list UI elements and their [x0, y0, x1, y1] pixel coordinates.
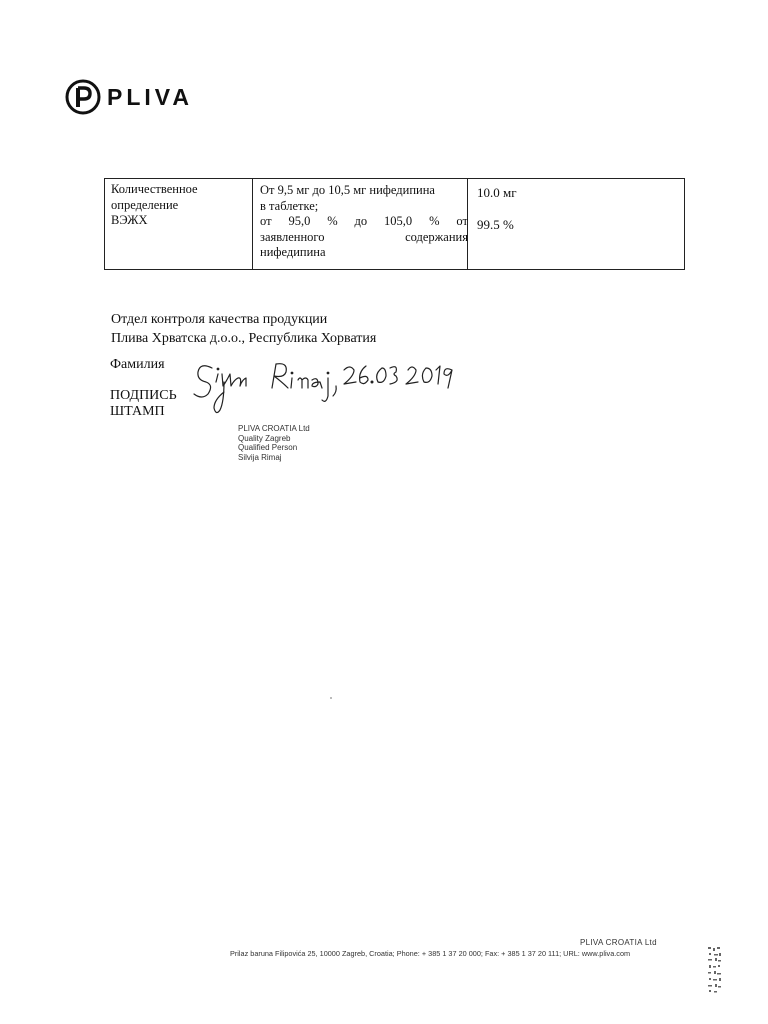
spec-line: От 9,5 мг до 10,5 мг нифедипина [260, 183, 435, 197]
side-document-code [706, 945, 724, 995]
spec-word: от [456, 214, 468, 228]
stamp-label: ШТАМП [110, 404, 165, 419]
test-name-cell [111, 179, 251, 269]
spec-line: нифедипина [260, 245, 326, 259]
specification-table [104, 178, 685, 270]
spec-word: заявленного [260, 229, 325, 244]
spec-word: % [327, 214, 338, 228]
company-name: Плива Хрватска д.о.о., Республика Хорватия [111, 331, 377, 346]
company-logo [65, 79, 193, 115]
stamp-line: Qualified Person [238, 443, 298, 452]
spec-line [260, 214, 468, 230]
spec-word: содержания [405, 229, 468, 244]
stamp-line: PLIVA CROATIA Ltd [238, 424, 310, 433]
department-name: Отдел контроля качества продукции [111, 312, 328, 327]
footer-address: Prilaz baruna Filipovića 25, 10000 Zagreb, Croatia; Phone: + 385 1 37 20 000; Fax: + 385 1 37 20 111; URL: www.pliva.com [230, 949, 631, 958]
footer-company: PLIVA CROATIA Ltd [580, 938, 657, 947]
stamp-line: Silvija Rimaj [238, 452, 282, 462]
test-name-line: Количественное [111, 182, 198, 196]
department-block [111, 310, 376, 348]
scan-speck [330, 697, 332, 699]
pliva-p-circle-icon [65, 79, 101, 115]
specification-cell [257, 179, 468, 269]
spec-line: в таблетке; [260, 198, 319, 213]
qualified-person-stamp [238, 424, 310, 462]
signature-graphic [190, 352, 450, 422]
spec-word: % [429, 214, 440, 228]
table-divider [252, 179, 253, 269]
handwritten-signature [190, 352, 450, 422]
test-name-line: ВЭЖХ [111, 213, 148, 227]
result-cell [475, 179, 577, 269]
test-name-line: определение [111, 197, 179, 212]
spec-word: 95,0 [288, 214, 311, 228]
logo-wordmark: PLIVA [107, 83, 194, 110]
spec-word: до [354, 214, 368, 228]
stamp-line: Quality Zagreb [238, 433, 291, 443]
name-label: Фамилия [110, 357, 165, 372]
spec-line [260, 230, 468, 246]
result-percent: 99.5 % [477, 217, 514, 232]
spec-word: 105,0 [384, 214, 413, 228]
result-value: 10.0 мг [477, 185, 517, 200]
signature-label: ПОДПИСЬ [110, 388, 177, 403]
spec-word: от [260, 214, 272, 228]
